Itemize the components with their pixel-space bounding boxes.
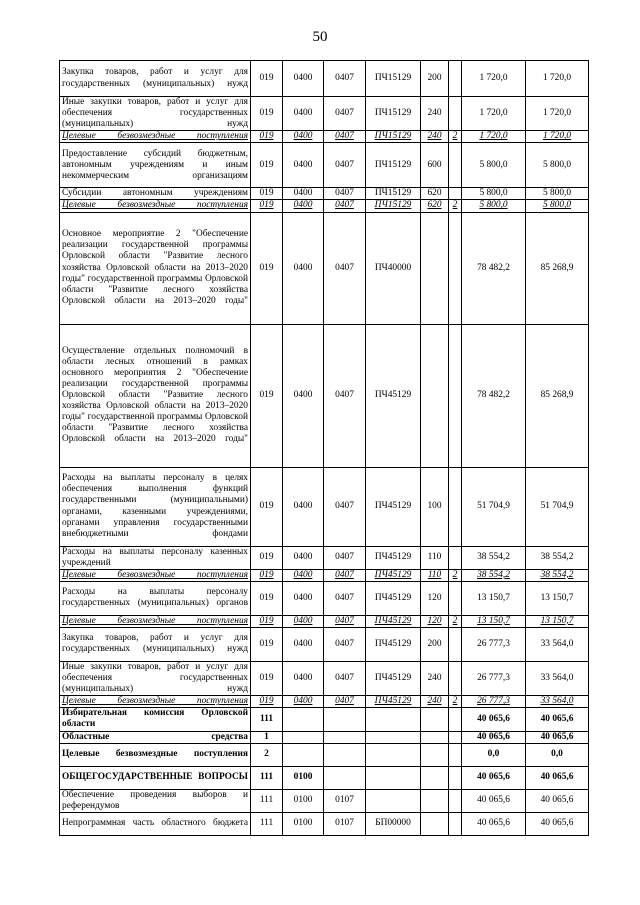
table-row [60,324,589,467]
cell-admin-code: 111 [251,766,283,789]
table-row [60,143,589,188]
cell-source [449,661,462,695]
cell-section: 0100 [283,789,324,812]
cell-section: 0400 [283,696,324,708]
cell-subsection: 0407 [324,546,366,569]
cell-amount-year1: 40 065,6 [462,731,526,743]
row-label: Закупка товаров, работ и услуг для государственных (муниципальных) нужд [60,61,251,97]
table-row [60,789,589,812]
cell-admin-code: 019 [251,324,283,467]
cell-subsection: 0407 [324,696,366,708]
table-row [60,661,589,695]
row-label: Иные закупки товаров, работ и услуг для обеспечения государственных (муниципальных) нужд [60,661,251,695]
table-row [60,766,589,789]
cell-admin-code: 019 [251,467,283,546]
cell-section: 0400 [283,581,324,615]
cell-admin-code: 019 [251,661,283,695]
table-row [60,743,589,766]
cell-amount-year1: 40 065,6 [462,766,526,789]
cell-expense-type: 200 [421,61,449,97]
cell-amount-year2: 38 554,2 [526,546,589,569]
cell-admin-code: 019 [251,212,283,324]
cell-subsection [324,766,366,789]
cell-subsection [324,708,366,731]
cell-admin-code: 2 [251,743,283,766]
table-row [60,97,589,131]
cell-subsection: 0107 [324,812,366,835]
row-label: Основное мероприятие 2 "Обеспечение реализации государственной программы Орловской области "Развитие лесного хозяйства Орловской области на 2013–2020 годы" государственной программы Орловской области "Развитие лесного хозяйства Орловской области на 2013–2020 годы" [60,212,251,324]
cell-admin-code: 019 [251,627,283,661]
cell-expense-type: 120 [421,615,449,627]
cell-source: 2 [449,569,462,581]
cell-admin-code: 111 [251,789,283,812]
cell-source [449,766,462,789]
cell-amount-year2: 33 564,0 [526,696,589,708]
cell-amount-year2: 40 065,6 [526,708,589,731]
cell-amount-year2: 51 704,9 [526,467,589,546]
cell-amount-year1: 13 150,7 [462,615,526,627]
cell-amount-year2: 13 150,7 [526,615,589,627]
cell-expense-type: 200 [421,627,449,661]
cell-section: 0400 [283,546,324,569]
row-label: Целевые безвозмездные поступления [60,569,251,581]
table-row [60,627,589,661]
cell-target-article [366,708,421,731]
cell-subsection: 0407 [324,467,366,546]
cell-expense-type [421,812,449,835]
cell-subsection: 0407 [324,324,366,467]
cell-source: 2 [449,200,462,212]
cell-section: 0400 [283,212,324,324]
cell-amount-year1: 38 554,2 [462,569,526,581]
cell-section: 0400 [283,188,324,200]
budget-table [59,60,589,836]
table-row [60,131,589,143]
cell-section: 0400 [283,467,324,546]
cell-admin-code: 019 [251,569,283,581]
cell-subsection [324,743,366,766]
cell-section [283,743,324,766]
cell-amount-year1: 0,0 [462,743,526,766]
row-label: Целевые безвозмездные поступления [60,615,251,627]
cell-target-article [366,743,421,766]
cell-source [449,143,462,188]
cell-amount-year2: 38 554,2 [526,569,589,581]
cell-subsection: 0407 [324,581,366,615]
cell-target-article: ПЧ45129 [366,581,421,615]
cell-admin-code: 019 [251,696,283,708]
cell-target-article: ПЧ45129 [366,661,421,695]
cell-target-article: ПЧ45129 [366,546,421,569]
cell-admin-code: 019 [251,581,283,615]
cell-source: 2 [449,131,462,143]
table-row [60,696,589,708]
row-label: Непрограммная часть областного бюджета [60,812,251,835]
cell-source [449,61,462,97]
row-label: ОБЩЕГОСУДАРСТВЕННЫЕ ВОПРОСЫ [60,766,251,789]
cell-source: 2 [449,696,462,708]
cell-amount-year1: 40 065,6 [462,812,526,835]
cell-expense-type [421,212,449,324]
cell-admin-code: 019 [251,200,283,212]
cell-section: 0400 [283,324,324,467]
cell-amount-year1: 26 777,3 [462,627,526,661]
cell-source [449,324,462,467]
cell-subsection: 0407 [324,188,366,200]
cell-admin-code: 019 [251,615,283,627]
cell-amount-year2: 40 065,6 [526,789,589,812]
cell-amount-year1: 1 720,0 [462,131,526,143]
cell-amount-year2: 0,0 [526,743,589,766]
cell-target-article: ПЧ45129 [366,696,421,708]
cell-subsection: 0407 [324,569,366,581]
cell-source [449,546,462,569]
cell-amount-year1: 40 065,6 [462,708,526,731]
cell-amount-year2: 5 800,0 [526,188,589,200]
table-row [60,581,589,615]
table-row [60,708,589,731]
cell-amount-year2: 33 564,0 [526,627,589,661]
table-row [60,61,589,97]
cell-target-article: ПЧ45129 [366,569,421,581]
cell-amount-year2: 5 800,0 [526,200,589,212]
cell-section: 0400 [283,200,324,212]
cell-admin-code: 019 [251,61,283,97]
cell-amount-year2: 13 150,7 [526,581,589,615]
cell-expense-type: 110 [421,546,449,569]
cell-target-article: ПЧ15129 [366,61,421,97]
table-row [60,731,589,743]
cell-amount-year2: 33 564,0 [526,661,589,695]
row-label: Обеспечение проведения выборов и референдумов [60,789,251,812]
cell-expense-type: 100 [421,467,449,546]
row-label: Осуществление отдельных полномочий в области лесных отношений в рамках основного мероприятия 2 "Обеспечение реализации государственной программы Орловской области "Развитие лесного хозяйства Орловской области на 2013–2020 годы" государственной программы Орловской области "Развитие лесного хозяйства Орловской области на 2013–2020 годы" [60,324,251,467]
cell-amount-year2: 1 720,0 [526,97,589,131]
cell-section: 0400 [283,661,324,695]
cell-admin-code: 019 [251,131,283,143]
cell-subsection: 0407 [324,627,366,661]
cell-source [449,708,462,731]
table-row [60,546,589,569]
cell-subsection: 0107 [324,789,366,812]
cell-amount-year1: 5 800,0 [462,188,526,200]
cell-expense-type [421,731,449,743]
cell-target-article: ПЧ15129 [366,143,421,188]
cell-expense-type: 110 [421,569,449,581]
cell-source [449,789,462,812]
cell-expense-type: 240 [421,131,449,143]
cell-target-article: ПЧ45129 [366,615,421,627]
cell-target-article: ПЧ15129 [366,97,421,131]
cell-source [449,97,462,131]
row-label: Субсидии автономным учреждениям [60,188,251,200]
table-row [60,812,589,835]
cell-amount-year1: 5 800,0 [462,143,526,188]
cell-source: 2 [449,615,462,627]
cell-target-article: ПЧ45129 [366,467,421,546]
cell-admin-code: 111 [251,812,283,835]
cell-section: 0400 [283,97,324,131]
cell-target-article: ПЧ15129 [366,131,421,143]
cell-subsection [324,731,366,743]
cell-expense-type: 120 [421,581,449,615]
cell-admin-code: 019 [251,143,283,188]
cell-amount-year2: 40 065,6 [526,731,589,743]
table-row [60,200,589,212]
cell-source [449,581,462,615]
table-row [60,188,589,200]
cell-subsection: 0407 [324,131,366,143]
cell-source [449,188,462,200]
cell-target-article: ПЧ40000 [366,212,421,324]
cell-section: 0400 [283,615,324,627]
cell-amount-year2: 1 720,0 [526,131,589,143]
table-row [60,212,589,324]
cell-amount-year1: 13 150,7 [462,581,526,615]
cell-amount-year1: 26 777,3 [462,661,526,695]
table-row [60,569,589,581]
cell-amount-year1: 38 554,2 [462,546,526,569]
cell-amount-year1: 1 720,0 [462,97,526,131]
cell-section: 0400 [283,627,324,661]
cell-target-article [366,766,421,789]
cell-expense-type [421,708,449,731]
cell-section [283,731,324,743]
cell-subsection: 0407 [324,661,366,695]
cell-target-article [366,731,421,743]
cell-admin-code: 111 [251,708,283,731]
table-row [60,467,589,546]
row-label: Областные средства [60,731,251,743]
cell-amount-year2: 40 065,6 [526,812,589,835]
cell-target-article: ПЧ15129 [366,200,421,212]
cell-target-article: ПЧ45129 [366,324,421,467]
cell-amount-year1: 5 800,0 [462,200,526,212]
cell-amount-year1: 51 704,9 [462,467,526,546]
row-label: Расходы на выплаты персоналу казенных учреждений [60,546,251,569]
cell-subsection: 0407 [324,61,366,97]
cell-expense-type [421,789,449,812]
cell-amount-year1: 78 482,2 [462,324,526,467]
cell-source [449,743,462,766]
cell-expense-type: 620 [421,188,449,200]
row-label: Предоставление субсидий бюджетным, автономным учреждениям и иным некоммерческим организациям [60,143,251,188]
cell-section [283,708,324,731]
row-label: Расходы на выплаты персоналу в целях обеспечения выполнения функций государственными (муниципальными) органами, казенными учреждениями, органами управления государственными внебюджетными фондами [60,467,251,546]
cell-amount-year2: 40 065,6 [526,766,589,789]
cell-admin-code: 019 [251,188,283,200]
cell-amount-year1: 26 777,3 [462,696,526,708]
cell-admin-code: 1 [251,731,283,743]
cell-expense-type [421,324,449,467]
cell-expense-type [421,743,449,766]
page-number: 50 [312,29,328,45]
cell-target-article: ПЧ15129 [366,188,421,200]
cell-amount-year1: 78 482,2 [462,212,526,324]
cell-target-article [366,789,421,812]
cell-source [449,627,462,661]
cell-source [449,467,462,546]
cell-section: 0100 [283,812,324,835]
cell-target-article: БП00000 [366,812,421,835]
cell-source [449,731,462,743]
cell-source [449,812,462,835]
cell-subsection: 0407 [324,615,366,627]
cell-subsection: 0407 [324,143,366,188]
cell-subsection: 0407 [324,97,366,131]
cell-expense-type: 240 [421,696,449,708]
row-label: Иные закупки товаров, работ и услуг для обеспечения государственных (муниципальных) нужд [60,97,251,131]
cell-section: 0400 [283,131,324,143]
cell-admin-code: 019 [251,546,283,569]
table-row [60,615,589,627]
cell-section: 0400 [283,61,324,97]
cell-expense-type: 240 [421,97,449,131]
row-label: Целевые безвозмездные поступления [60,696,251,708]
cell-subsection: 0407 [324,200,366,212]
cell-amount-year2: 5 800,0 [526,143,589,188]
cell-amount-year2: 1 720,0 [526,61,589,97]
row-label: Целевые безвозмездные поступления [60,131,251,143]
row-label: Целевые безвозмездные поступления [60,200,251,212]
row-label: Закупка товаров, работ и услуг для государственных (муниципальных) нужд [60,627,251,661]
cell-amount-year2: 85 268,9 [526,324,589,467]
row-label: Целевые безвозмездные поступления [60,743,251,766]
cell-section: 0400 [283,143,324,188]
cell-expense-type: 620 [421,200,449,212]
row-label: Расходы на выплаты персоналу государственных (муниципальных) органов [60,581,251,615]
cell-admin-code: 019 [251,97,283,131]
cell-section: 0100 [283,766,324,789]
cell-expense-type [421,766,449,789]
cell-amount-year1: 40 065,6 [462,789,526,812]
cell-amount-year1: 1 720,0 [462,61,526,97]
cell-expense-type: 240 [421,661,449,695]
cell-expense-type: 600 [421,143,449,188]
cell-source [449,212,462,324]
cell-subsection: 0407 [324,212,366,324]
cell-target-article: ПЧ45129 [366,627,421,661]
cell-amount-year2: 85 268,9 [526,212,589,324]
row-label: Избирательная комиссия Орловской области [60,708,251,731]
cell-section: 0400 [283,569,324,581]
